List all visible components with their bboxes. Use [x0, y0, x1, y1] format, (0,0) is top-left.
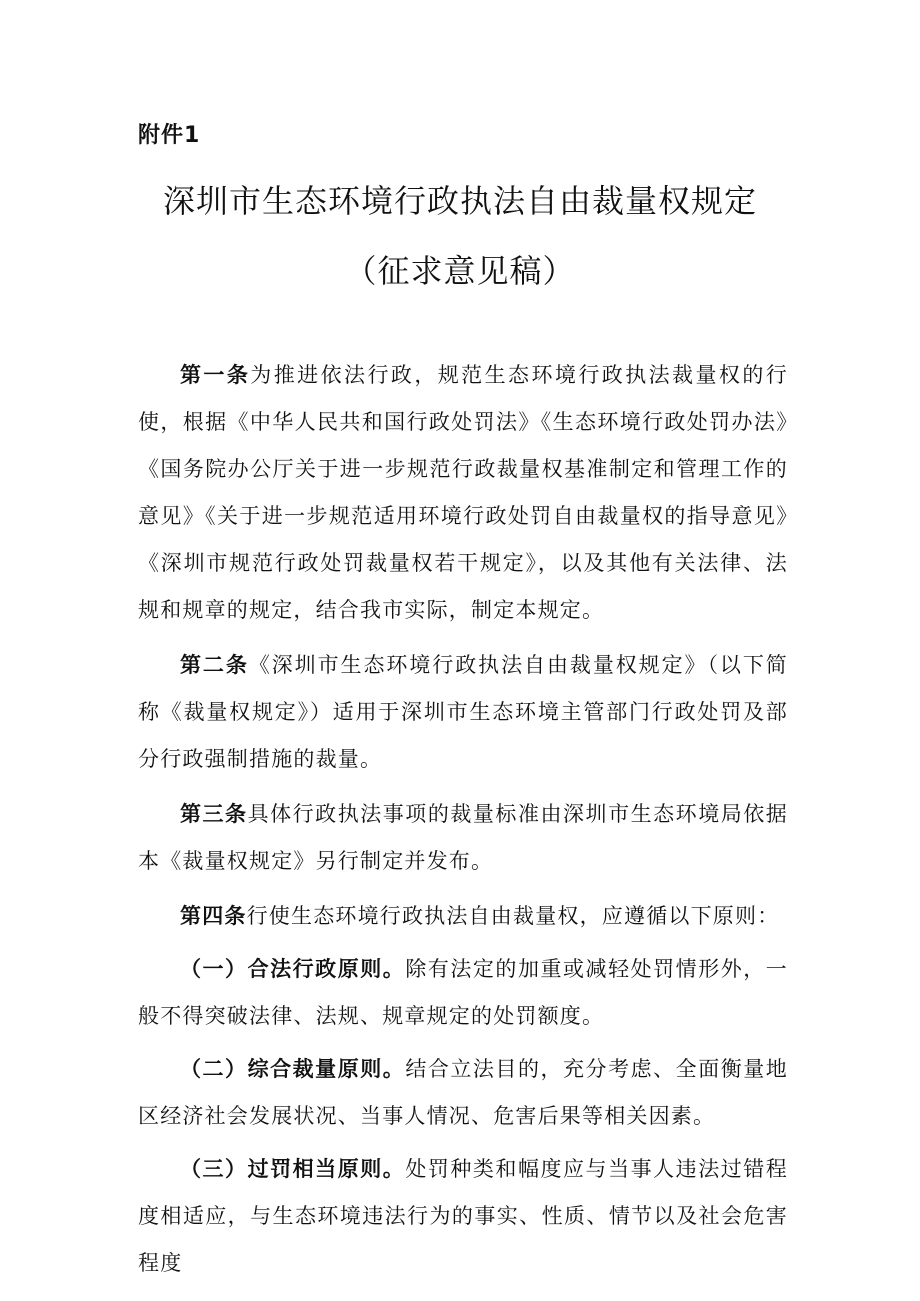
article-4-lead: 第四条: [180, 904, 247, 928]
document-subtitle: （征求意见稿）: [344, 252, 576, 290]
article-3: [138, 791, 788, 885]
principle-1-text: 除有法定的加重或减轻处罚情形外，一般不得突破法律、法规、规章规定的处罚额度。: [138, 957, 788, 1028]
principle-1-lead: （一）合法行政原则。: [180, 957, 406, 981]
article-2-lead: 第二条: [180, 653, 249, 677]
article-3-text: 具体行政执法事项的裁量标准由深圳市生态环境局依据本《裁量权规定》另行制定并发布。: [138, 802, 788, 873]
principle-3-text: 处罚种类和幅度应与当事人违法过错程度相适应，与生态环境违法行为的事实、性质、情节以及社会危害程度: [138, 1157, 788, 1275]
article-1-text: 为推进依法行政，规范生态环境行政执法裁量权的行使，根据《中华人民共和国行政处罚法》《生态环境行政处罚办法》《国务院办公厅关于进一步规范行政裁量权基准制定和管理工作的意见》《关于进一步规范适用环境行政处罚自由裁量权的指导意见》《深圳市规范行政处罚裁量权若干规定》，以及其他有关法律、法规和规章的规定，结合我市实际，制定本规定。: [138, 363, 788, 622]
article-1: [138, 352, 788, 634]
article-4-text: 行使生态环境行政执法自由裁量权，应遵循以下原则：: [246, 904, 780, 928]
principle-3: [138, 1146, 788, 1287]
document-title: 深圳市生态环境行政执法自由裁量权规定: [162, 182, 757, 220]
principle-2: [138, 1046, 788, 1140]
principle-2-lead: （二）综合裁量原则。: [180, 1057, 406, 1081]
article-1-lead: 第一条: [180, 363, 251, 387]
article-2-text: 《深圳市生态环境行政执法自由裁量权规定》（以下简称《裁量权规定》）适用于深圳市生态环境主管部门行政处罚及部分行政强制措施的裁量。: [138, 653, 788, 771]
principle-2-text: 结合立法目的，充分考虑、全面衡量地区经济社会发展状况、当事人情况、危害后果等相关因素。: [138, 1057, 788, 1128]
document-body: [138, 352, 788, 1293]
article-2: [138, 642, 788, 783]
article-4: [138, 893, 788, 940]
article-3-lead: 第三条: [180, 802, 248, 826]
principle-3-lead: （三）过罚相当原则。: [180, 1157, 406, 1181]
annex-label: 附件1: [138, 123, 201, 148]
principle-1: [138, 946, 788, 1040]
